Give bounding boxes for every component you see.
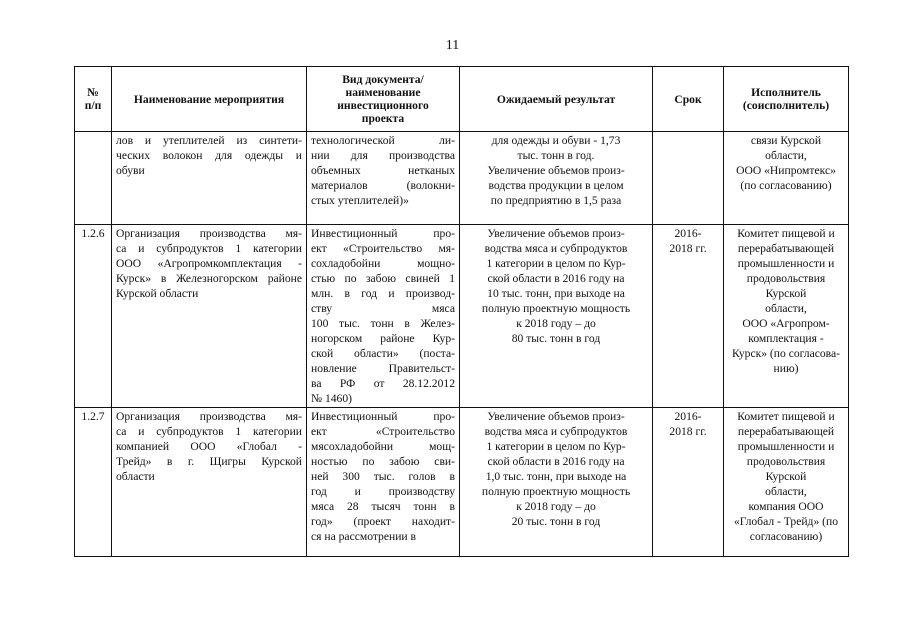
cell-measure-name [112,132,307,225]
cell-text-line: стых утеплителей)» [311,194,409,207]
cell-term [653,225,724,408]
cell-text-line: Курской области [116,287,199,300]
cell-text-line: ООО «Агропром- [742,317,830,330]
cell-text-line: ООО «Агропромкомплектация - [116,257,302,270]
cell-text-line: ект «Строительство [311,425,455,438]
cell-text-line: перерабатывающей [737,425,835,438]
cell-text-line: ва РФ от 28.12.2012 [311,377,455,390]
cell-text-line: промышленности и [737,440,835,453]
cell-text-line: компанией ООО «Глобал - [116,440,302,453]
cell-executor [724,225,849,408]
table-header-row [75,67,849,132]
table-row [75,132,849,225]
cell-text-line: тыс. тонн в год. [517,149,595,162]
cell-text-line: полную проектную мощность [481,485,631,498]
cell-text-line: перерабатывающей [737,242,835,255]
col-header-executor: Исполнитель (соисполнитель) [724,67,849,132]
cell-text-line: области, [765,485,807,498]
cell-text-line: 20 тыс. тонн в год [511,515,601,528]
cell-text-line: 2018 гг. [669,242,707,255]
cell-text-line: к 2018 году – до [516,500,596,513]
table-row [75,408,849,557]
cell-text-line: Увеличение объемов произ- [487,410,625,423]
cell-text-line: 100 тыс. тонн в Желез- [311,317,455,330]
cell-text-line: Увеличение объемов произ- [487,164,625,177]
cell-text-line: ностью по забою сви- [311,455,455,468]
cell-text-line: технологической ли- [311,134,455,147]
cell-text-line: лов и утеплителей из синтети- [116,134,302,147]
cell-term [653,132,724,225]
cell-text-line: ческих волокон для одежды и [116,149,302,162]
cell-text-line: ект «Строительство мя- [311,242,455,255]
cell-text-line: компания ООО [748,500,824,513]
cell-number: 1.2.6 [75,225,112,408]
cell-text-line: Организация производства мя- [116,227,302,240]
cell-executor [724,408,849,557]
cell-text-line: для одежды и обуви - 1,73 [491,134,621,147]
col-header-term: Срок [653,67,724,132]
cell-text-line: 2018 гг. [669,425,707,438]
cell-expected-result [460,132,653,225]
cell-text-line: материалов (волокни- [311,179,455,192]
cell-text-line: Трейд» в г. Щигры Курской [116,455,302,468]
cell-text-line: № 1460) [311,392,353,405]
cell-text-line: области, [765,149,807,162]
cell-text-line: продовольствия [746,272,826,285]
cell-term [653,408,724,557]
cell-document [307,408,460,557]
cell-text-line: продовольствия [746,455,826,468]
cell-text-line: полную проектную мощность [481,302,631,315]
cell-text-line: Инвестиционный про- [311,410,455,423]
cell-text-line: к 2018 году – до [516,317,596,330]
cell-measure-name [112,225,307,408]
cell-text-line: 1,0 тыс. тонн, при выходе на [485,470,627,483]
cell-text-line: Курск» в Железногорском районе [116,272,302,285]
cell-text-line: ству мяса [311,302,455,315]
cell-text-line: объемных нетканых [311,164,455,177]
cell-text-line: год» (проект находит- [311,515,455,528]
cell-text-line: ней 300 тыс. голов в [311,470,455,483]
cell-text-line: мяса 28 тысяч тонн в [311,500,455,513]
cell-text-line: «Глобал - Трейд» (по [733,515,839,528]
cell-executor [724,132,849,225]
cell-text-line: ногорском районе Кур- [311,332,455,345]
cell-text-line: Комитет пищевой и [737,227,835,240]
cell-text-line: Организация производства мя- [116,410,302,423]
col-header-number: № п/п [75,67,112,132]
cell-text-line: новление Правительст- [311,362,455,375]
page-number: 11 [445,38,460,53]
cell-text-line: 1 категории в целом по Кур- [486,440,626,453]
cell-text-line: ской области в 2016 году на [487,455,625,468]
cell-text-line: Курск» (по согласова- [732,347,840,360]
cell-text-line: 2016- [674,410,702,423]
cell-text-line: комплектация - [748,332,824,345]
cell-text-line: Комитет пищевой и [737,410,835,423]
cell-text-line: 80 тыс. тонн в год [511,332,601,345]
cell-text-line: области, [765,302,807,315]
cell-text-line: Курской [765,470,807,483]
cell-text-line: водства мяса и субпродуктов [484,425,628,438]
cell-text-line: ской области» (поста- [311,347,455,360]
cell-text-line: нию) [773,362,799,375]
cell-document [307,132,460,225]
col-header-measure-name: Наименование мероприятия [112,67,307,132]
measures-table [74,66,849,557]
cell-expected-result [460,408,653,557]
cell-text-line: промышленности и [737,257,835,270]
col-header-expected-result: Ожидаемый результат [460,67,653,132]
cell-measure-name [112,408,307,557]
cell-text-line: год и производству [311,485,455,498]
cell-text-line: стью по забою свиней 1 [311,272,455,285]
cell-number: 1.2.7 [75,408,112,557]
col-header-document-type: Вид документа/ наименование инвестиционного проекта [307,67,460,132]
cell-number [75,132,112,225]
cell-text-line: 10 тыс. тонн, при выходе на [487,287,625,300]
cell-text-line: связи Курской [750,134,822,147]
cell-text-line: млн. в год и производ- [311,287,455,300]
cell-expected-result [460,225,653,408]
cell-text-line: водства мяса и субпродуктов [484,242,628,255]
cell-document [307,225,460,408]
cell-text-line: са и субпродуктов 1 категории [116,425,302,438]
cell-text-line: ской области в 2016 году на [487,272,625,285]
cell-text-line: Увеличение объемов произ- [487,227,625,240]
cell-text-line: обуви [116,164,145,177]
cell-text-line: ся на рассмотрении в [311,530,416,543]
cell-text-line: 2016- [674,227,702,240]
cell-text-line: сохладобойни мощно- [311,257,455,270]
cell-text-line: са и субпродуктов 1 категории [116,242,302,255]
cell-text-line: (по согласованию) [740,179,832,192]
cell-text-line: Курской [765,287,807,300]
cell-text-line: водства продукции в целом [488,179,624,192]
cell-text-line: Инвестиционный про- [311,227,455,240]
cell-text-line: 1 категории в целом по Кур- [486,257,626,270]
table-row [75,225,849,408]
cell-text-line: ООО «Нипромтекс» [736,164,836,177]
cell-text-line: по предприятию в 1,5 раза [490,194,622,207]
cell-text-line: нии для производства [311,149,455,162]
cell-text-line: мясохладобойни мощ- [311,440,455,453]
cell-text-line: согласованию) [749,530,823,543]
cell-text-line: области [116,470,155,483]
